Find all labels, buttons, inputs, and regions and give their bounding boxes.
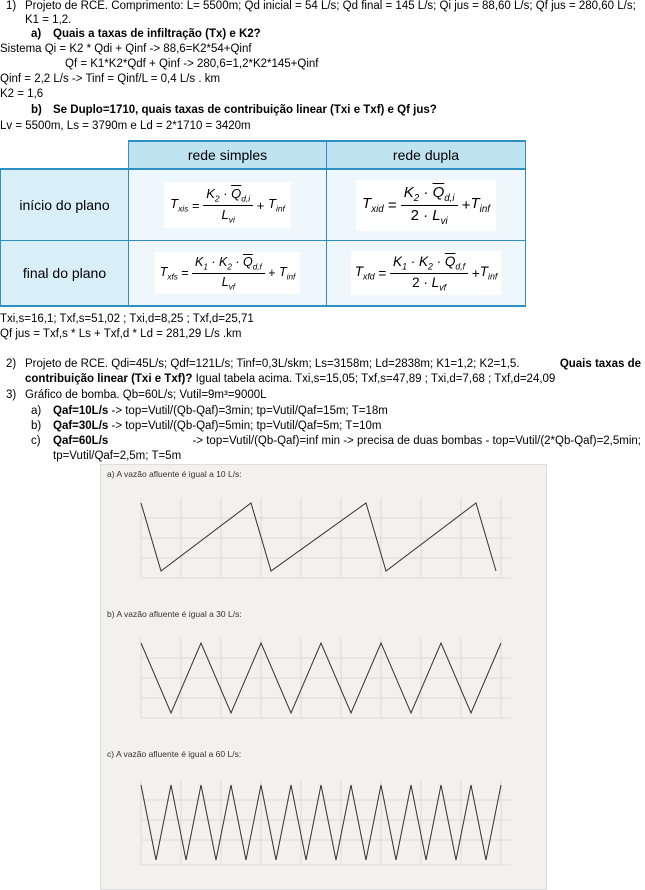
result-line: Qf jus = Txf,s * Ls + Txf,d * Ld = 281,29 L/s .km xyxy=(0,328,242,340)
item-3b-calc: -> top=Vutil/(Qb-Qaf)=5min; tp=Vutil/Qaf=5m; T=10m xyxy=(111,420,382,432)
item-3a-calc: -> top=Vutil/(Qb-Qaf)=3min; tp=Vutil/Qaf=15m; T=18m xyxy=(111,405,388,417)
graph-b-title: b) A vazão afluente é igual a 30 L/s: xyxy=(107,609,242,619)
row-label-inicio: início do plano xyxy=(0,168,128,240)
header-rede-dupla: rede dupla xyxy=(326,140,526,168)
item-3c-flow: Qaf=60L/s xyxy=(53,435,109,447)
item-3b-flow: Qaf=30L/s xyxy=(53,420,109,432)
header-rede-simples: rede simples xyxy=(128,140,326,168)
item-number-2: 2) xyxy=(6,358,17,370)
item-2-text xyxy=(25,358,641,371)
item-3a-label: a) xyxy=(31,405,42,417)
formula-txfd: $T_{xfd}$ = $\frac{K_1 \cdot K_2 \cdot \overline{Q}_{d,f}}{2 \cdot L_{vf}}$ + $T_{inf}$ xyxy=(326,240,526,307)
item-3c-text xyxy=(53,435,641,448)
item-3a-flow: Qaf=10L/s xyxy=(53,405,109,417)
item-2-text-cont xyxy=(25,373,555,386)
item-1-text: Projeto de RCE. Comprimento: L= 5500m; Qd inicial = 54 L/s; Qd final = 145 L/s; Qi jus = 88,60 L/s; Qf jus = 280,60 L/s; xyxy=(25,0,636,12)
item-3a-text xyxy=(53,405,388,418)
item-3c-calc: -> top=Vutil/(Qb-Qaf)=inf min -> precisa de duas bombas - top=Vutil/(2*Qb-Qaf)=2,5min; xyxy=(192,435,641,447)
pump-graph-photo xyxy=(100,464,547,890)
question-a-text: Quais a taxas de infiltração (Tx) e K2? xyxy=(53,28,261,40)
calc-line: Qinf = 2,2 L/s -> Tinf = Qinf/L = 0,4 L/s . km xyxy=(0,73,221,85)
formula-txid: $T_{xid}$ = $\frac{K_2 \cdot \overline{Q}_{d,i}}{2 \cdot L_{vi}}$ + $T_{inf}$ xyxy=(326,168,526,240)
graph-b-plot xyxy=(121,633,521,728)
item-3b-text xyxy=(53,420,381,433)
graph-c-title: c) A vazão afluente é igual a 60 L/s: xyxy=(107,749,242,759)
formula-txis: $T_{xis}$ = $\frac{K_2 \cdot \overline{Q}_{d,i}}{L_{vi}}$ + $T_{inf}$ xyxy=(128,168,326,240)
item-number-1: 1) xyxy=(6,0,17,12)
formula-txfs: $T_{xfs}$ = $\frac{K_1 \cdot K_2 \cdot \overline{Q}_{d,f}}{L_{vf}}$ + $T_{inf}$ xyxy=(128,240,326,307)
result-line: Txi,s=16,1; Txf,s=51,02 ; Txi,d=8,25 ; Txf,d=25,71 xyxy=(0,313,254,325)
question-b-label: b) xyxy=(31,104,42,116)
graph-a-title: a) A vazão afluente é igual a 10 L/s: xyxy=(107,469,242,479)
calc-line: Qf = K1*K2*Qdf + Qinf -> 280,6=1,2*K2*145+Qinf xyxy=(65,58,319,70)
item-3c-label: c) xyxy=(31,435,41,447)
item-3c-text-cont: tp=Vutil/Qaf=2,5m; T=5m xyxy=(53,450,182,462)
calc-line: K2 = 1,6 xyxy=(0,88,44,100)
item-3b-label: b) xyxy=(31,420,42,432)
row-label-final: final do plano xyxy=(0,240,128,307)
question-a-label: a) xyxy=(31,28,42,40)
item-3-text: Gráfico de bomba. Qb=60L/s; Vutil=9m³=9000L xyxy=(25,389,267,401)
graph-c-plot xyxy=(121,775,521,875)
calc-line: Lv = 5500m, Ls = 3790m e Ld = 2*1710 = 3420m xyxy=(0,120,251,132)
item-2-question-cont: contribuição linear (Txi e Txf)? xyxy=(25,373,193,385)
item-2-answer: Igual tabela acima. Txi,s=15,05; Txf,s=47,89 ; Txi,d=7,68 ; Txf,d=24,09 xyxy=(195,373,556,385)
graph-a-plot xyxy=(121,493,521,588)
formula-table xyxy=(0,140,526,307)
calc-line: Sistema Qi = K2 * Qdi + Qinf -> 88,6=K2*54+Qinf xyxy=(0,43,252,55)
item-number-3: 3) xyxy=(6,389,17,401)
question-b-text: Se Duplo=1710, quais taxas de contribuição linear (Txi e Txf) e Qf jus? xyxy=(53,104,437,116)
item-1-text-cont: K1 = 1,2. xyxy=(25,14,72,26)
item-2-text-plain: Projeto de RCE. Qdi=45L/s; Qdf=121L/s; Tinf=0,3L/skm; Ls=3158m; Ld=2838m; K1=1,2; K2=1,5. xyxy=(25,358,520,370)
item-2-question: Quais taxas de xyxy=(559,358,641,370)
